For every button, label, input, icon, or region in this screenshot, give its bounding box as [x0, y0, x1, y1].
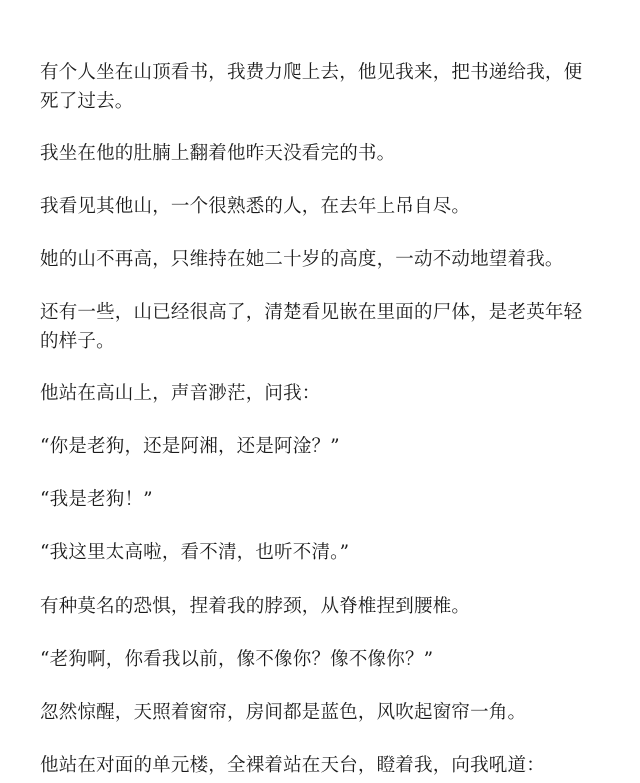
- paragraph-3: 我看见其他山，一个很熟悉的人，在去年上吊自尽。: [40, 196, 471, 217]
- paragraph-12: 忽然惊醒，天照着窗帘，房间都是蓝色，风吹起窗帘一角。: [40, 702, 527, 723]
- paragraph-9: “我这里太高啦，看不清，也听不清。”: [40, 542, 350, 563]
- paragraph-8: “我是老狗！”: [40, 489, 153, 510]
- paragraph-6: 他站在高山上，声音渺茫，问我：: [40, 383, 321, 404]
- paragraph-13: 他站在对面的单元楼，全裸着站在天台，瞪着我，向我吼道：: [40, 755, 545, 776]
- paragraph-5: 还有一些，山已经很高了，清楚看见嵌在里面的尸体，是老英年轻的样子。: [40, 302, 583, 352]
- paragraph-10: 有种莫名的恐惧，捏着我的脖颈，从脊椎捏到腰椎。: [40, 596, 471, 617]
- paragraph-11: “老狗啊，你看我以前，像不像你？像不像你？”: [40, 649, 434, 670]
- paragraph-7: “你是老狗，还是阿湘，还是阿淦？”: [40, 436, 340, 457]
- paragraph-2: 我坐在他的肚腩上翻着他昨天没看完的书。: [40, 143, 396, 164]
- paragraph-1: 有个人坐在山顶看书，我费力爬上去，他见我来，把书递给我，便死了过去。: [40, 62, 583, 112]
- paragraph-4: 她的山不再高，只维持在她二十岁的高度，一动不动地望着我。: [40, 249, 564, 270]
